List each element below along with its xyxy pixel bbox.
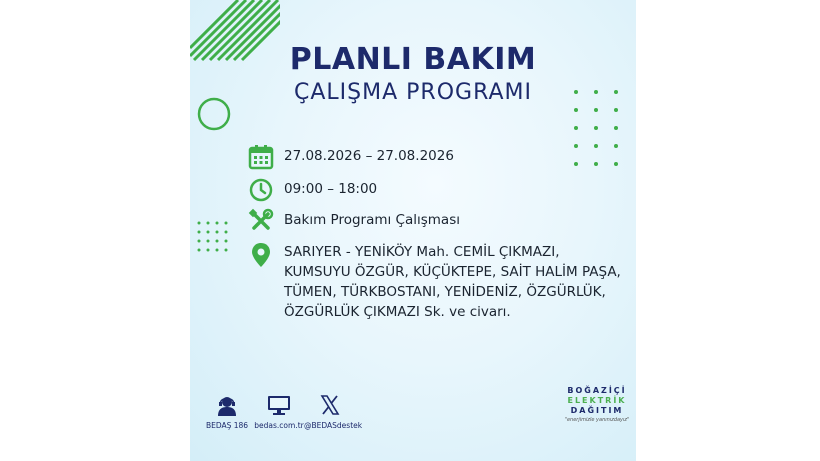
social-label: @BEDASdestek (304, 421, 363, 430)
company-logo (562, 386, 632, 423)
address-row (246, 240, 624, 322)
date-row (246, 142, 454, 172)
x-logo-icon (318, 394, 342, 416)
headset-agent-icon (215, 394, 239, 416)
date-range: 27.08.2026 – 27.08.2026 (284, 148, 454, 164)
web-label: bedas.com.tr (254, 421, 304, 430)
logo-line3: DAĞITIM (570, 406, 624, 415)
work-type: Bakım Programı Çalışması (284, 212, 460, 228)
footer-social (304, 394, 363, 430)
announcement-card (190, 0, 636, 461)
footer-web (254, 394, 304, 430)
logo-tagline: "enerjimizle yanınızdayız" (564, 417, 630, 423)
time-row (246, 175, 377, 205)
footer-phone (204, 394, 250, 430)
location-pin-icon (246, 240, 276, 270)
page-subtitle: ÇALIŞMA PROGRAMI (294, 80, 532, 105)
phone-label: BEDAŞ 186 (205, 421, 249, 430)
logo-line1: BOĞAZİÇİ (567, 386, 627, 395)
clock-icon (246, 175, 276, 205)
monitor-icon (267, 394, 291, 416)
decorative-dots-left (196, 220, 230, 254)
tools-icon (246, 206, 276, 236)
logo-line2: ELEKTRİK (567, 396, 627, 405)
work-type-row (246, 206, 460, 236)
address-text: SARIYER - YENİKÖY Mah. CEMİL ÇIKMAZI, KUMSUYU ÖZGÜR, KÜÇÜKTEPE, SAİT HALİM PAŞA, TÜMEN, TÜRKBOSTANI, YENİDENİZ, ÖZGÜRLÜK, ÖZGÜRLÜK ÇIKMAZI Sk. ve civarı. (284, 244, 621, 320)
page-title: PLANLI BAKIM (289, 42, 537, 77)
calendar-icon (246, 142, 276, 172)
time-range: 09:00 – 18:00 (284, 181, 378, 197)
